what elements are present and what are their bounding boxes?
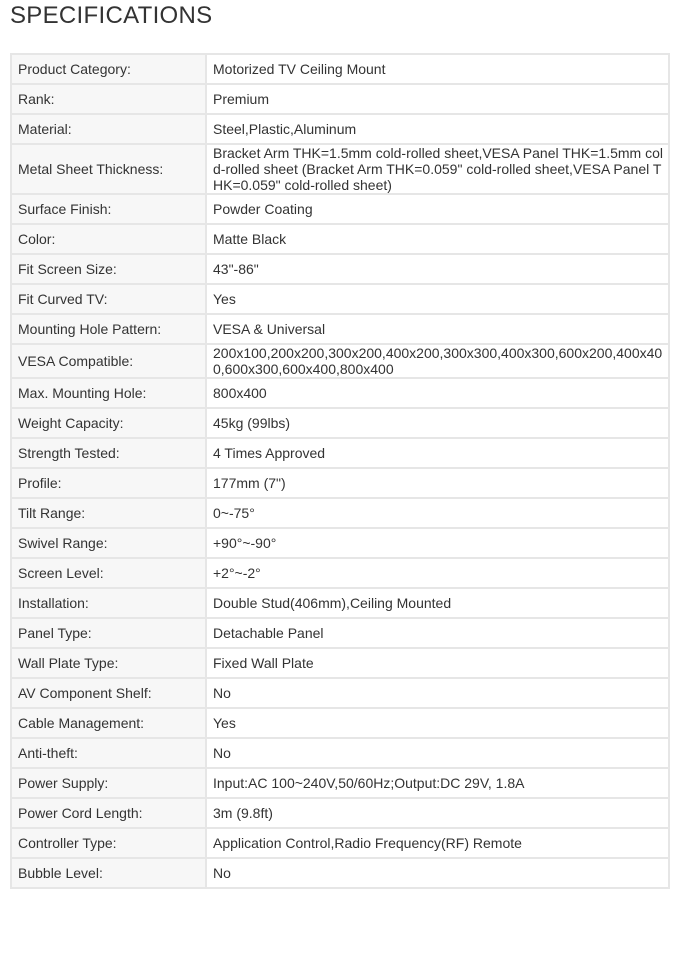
table-row <box>11 558 669 588</box>
table-row <box>11 858 669 888</box>
spec-value: No <box>206 858 669 888</box>
spec-value: 0~-75° <box>206 498 669 528</box>
table-row <box>11 408 669 438</box>
spec-label: Color: <box>11 224 206 254</box>
spec-label: Power Cord Length: <box>11 798 206 828</box>
table-row <box>11 468 669 498</box>
table-row <box>11 738 669 768</box>
spec-label: Panel Type: <box>11 618 206 648</box>
spec-label: Swivel Range: <box>11 528 206 558</box>
table-row <box>11 224 669 254</box>
spec-label: Anti-theft: <box>11 738 206 768</box>
spec-label: Weight Capacity: <box>11 408 206 438</box>
spec-label: Controller Type: <box>11 828 206 858</box>
table-row <box>11 528 669 558</box>
spec-label: Wall Plate Type: <box>11 648 206 678</box>
spec-label: Max. Mounting Hole: <box>11 378 206 408</box>
spec-label: Bubble Level: <box>11 858 206 888</box>
table-row <box>11 378 669 408</box>
spec-label: Profile: <box>11 468 206 498</box>
table-row <box>11 708 669 738</box>
spec-value: Steel,Plastic,Aluminum <box>206 114 669 144</box>
table-row <box>11 344 669 378</box>
spec-value: +90°~-90° <box>206 528 669 558</box>
specifications-table <box>10 53 670 889</box>
spec-value: Yes <box>206 284 669 314</box>
spec-value: Bracket Arm THK=1.5mm cold-rolled sheet,VESA Panel THK=1.5mm cold-rolled sheet (Bracket Arm THK=0.059" cold-rolled sheet,VESA Panel THK=0.059" cold-rolled sheet) <box>206 144 669 194</box>
spec-label: VESA Compatible: <box>11 344 206 378</box>
table-row <box>11 828 669 858</box>
page-title: SPECIFICATIONS <box>10 2 213 29</box>
spec-value: Motorized TV Ceiling Mount <box>206 54 669 84</box>
spec-label: Installation: <box>11 588 206 618</box>
spec-value: 43"-86" <box>206 254 669 284</box>
table-row <box>11 144 669 194</box>
spec-value: 45kg (99lbs) <box>206 408 669 438</box>
spec-label: Material: <box>11 114 206 144</box>
table-row <box>11 114 669 144</box>
spec-label: Fit Screen Size: <box>11 254 206 284</box>
table-row <box>11 284 669 314</box>
spec-label: Fit Curved TV: <box>11 284 206 314</box>
spec-value: 177mm (7") <box>206 468 669 498</box>
table-row <box>11 438 669 468</box>
spec-label: AV Component Shelf: <box>11 678 206 708</box>
spec-label: Surface Finish: <box>11 194 206 224</box>
spec-label: Cable Management: <box>11 708 206 738</box>
spec-value: Detachable Panel <box>206 618 669 648</box>
spec-value: Premium <box>206 84 669 114</box>
spec-label: Metal Sheet Thickness: <box>11 144 206 194</box>
spec-value: 4 Times Approved <box>206 438 669 468</box>
spec-value: +2°~-2° <box>206 558 669 588</box>
table-row <box>11 194 669 224</box>
table-row <box>11 618 669 648</box>
spec-value: 800x400 <box>206 378 669 408</box>
spec-value: Yes <box>206 708 669 738</box>
table-row <box>11 768 669 798</box>
spec-value: Powder Coating <box>206 194 669 224</box>
spec-value: VESA & Universal <box>206 314 669 344</box>
spec-value: No <box>206 738 669 768</box>
spec-value: 3m (9.8ft) <box>206 798 669 828</box>
table-row <box>11 648 669 678</box>
table-row <box>11 54 669 84</box>
spec-value: No <box>206 678 669 708</box>
spec-value: 200x100,200x200,300x200,400x200,300x300,400x300,600x200,400x400,600x300,600x400,800x400 <box>206 344 669 378</box>
table-row <box>11 314 669 344</box>
spec-value: Input:AC 100~240V,50/60Hz;Output:DC 29V, 1.8A <box>206 768 669 798</box>
table-row <box>11 84 669 114</box>
table-row <box>11 498 669 528</box>
spec-label: Screen Level: <box>11 558 206 588</box>
spec-label: Strength Tested: <box>11 438 206 468</box>
spec-label: Mounting Hole Pattern: <box>11 314 206 344</box>
spec-value: Application Control,Radio Frequency(RF) Remote <box>206 828 669 858</box>
spec-label: Rank: <box>11 84 206 114</box>
table-row <box>11 798 669 828</box>
spec-label: Tilt Range: <box>11 498 206 528</box>
spec-value: Double Stud(406mm),Ceiling Mounted <box>206 588 669 618</box>
spec-label: Product Category: <box>11 54 206 84</box>
spec-label: Power Supply: <box>11 768 206 798</box>
spec-value: Fixed Wall Plate <box>206 648 669 678</box>
spec-value: Matte Black <box>206 224 669 254</box>
table-row <box>11 588 669 618</box>
table-row <box>11 678 669 708</box>
table-row <box>11 254 669 284</box>
